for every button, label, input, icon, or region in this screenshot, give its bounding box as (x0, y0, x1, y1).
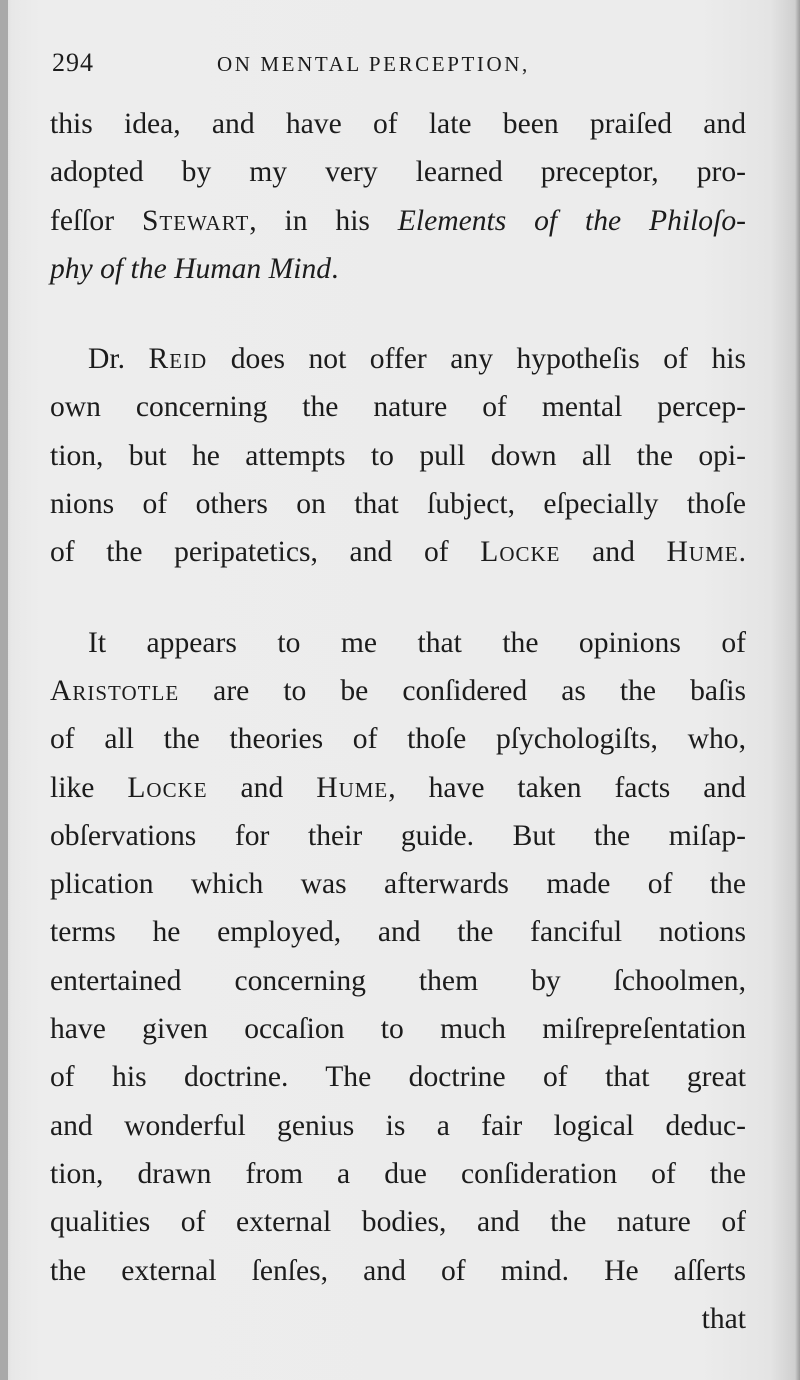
text-line: obſervations for their guide. But the miſap- (50, 819, 746, 852)
page-header (52, 44, 746, 84)
running-head: ON MENTAL PERCEPTION, (217, 52, 530, 76)
text-line: adopted by my very learned preceptor, pro- (50, 156, 746, 189)
paragraph-gap (50, 293, 746, 335)
text-line: terms he employed, and the fanciful notions (50, 916, 746, 949)
text-line: this idea, and have of late been praiſed and (50, 108, 746, 140)
text-line: entertained concerning them by ſchoolmen, (50, 964, 746, 997)
text-line: feſſor Stewart, in his Elements of the Philoſo- (50, 204, 746, 237)
text-line: qualities of external bodies, and the nature of (50, 1206, 746, 1239)
text-line: the external ſenſes, and of mind. He aſſerts (50, 1254, 746, 1287)
name-reid: Reid (148, 343, 208, 376)
text-line: tion, drawn from a due conſideration of the (50, 1157, 746, 1190)
text-line: Dr. Reid does not offer any hypotheſis of his (88, 343, 746, 376)
book-title: phy of the Human Mind (50, 252, 332, 285)
text-line: nions of others on that ſubject, eſpecially thoſe (50, 488, 746, 521)
catchword: that (701, 1302, 746, 1335)
name-hume: Hume (316, 771, 389, 804)
text-line: phy of the Human Mind. (50, 252, 339, 285)
page-number: 294 (52, 48, 94, 77)
name-locke: Locke (480, 536, 561, 569)
text-line: have given occaſion to much miſrepreſentation (50, 1013, 746, 1046)
paragraph-gap (50, 577, 746, 619)
text-line: and wonderful genius is a fair logical deduc- (50, 1109, 746, 1142)
text-line: Aristotle are to be conſidered as the baſis (50, 674, 746, 707)
name-aristotle: Aristotle (50, 674, 180, 707)
text-line: like Locke and Hume, have taken facts and (50, 771, 746, 804)
text-line: of the peripatetics, and of Locke and Hume. (50, 536, 746, 569)
text-line: It appears to me that the opinions of (88, 626, 746, 659)
name-locke: Locke (127, 771, 208, 804)
name-hume: Hume (666, 536, 739, 569)
name-stewart: Stewart (141, 204, 250, 237)
text-line: plication which was afterwards made of the (50, 868, 746, 901)
book-title: Elements of the Philoſo- (397, 204, 746, 237)
text-line: of all the theories of thoſe pſychologiſts, who, (50, 723, 746, 756)
body-text (50, 100, 746, 1343)
text-line: tion, but he attempts to pull down all the opi- (50, 439, 746, 472)
page-gutter-shadow (0, 0, 8, 1380)
text-line: of his doctrine. The doctrine of that great (50, 1061, 746, 1094)
text-line: own concerning the nature of mental percep- (50, 391, 746, 424)
